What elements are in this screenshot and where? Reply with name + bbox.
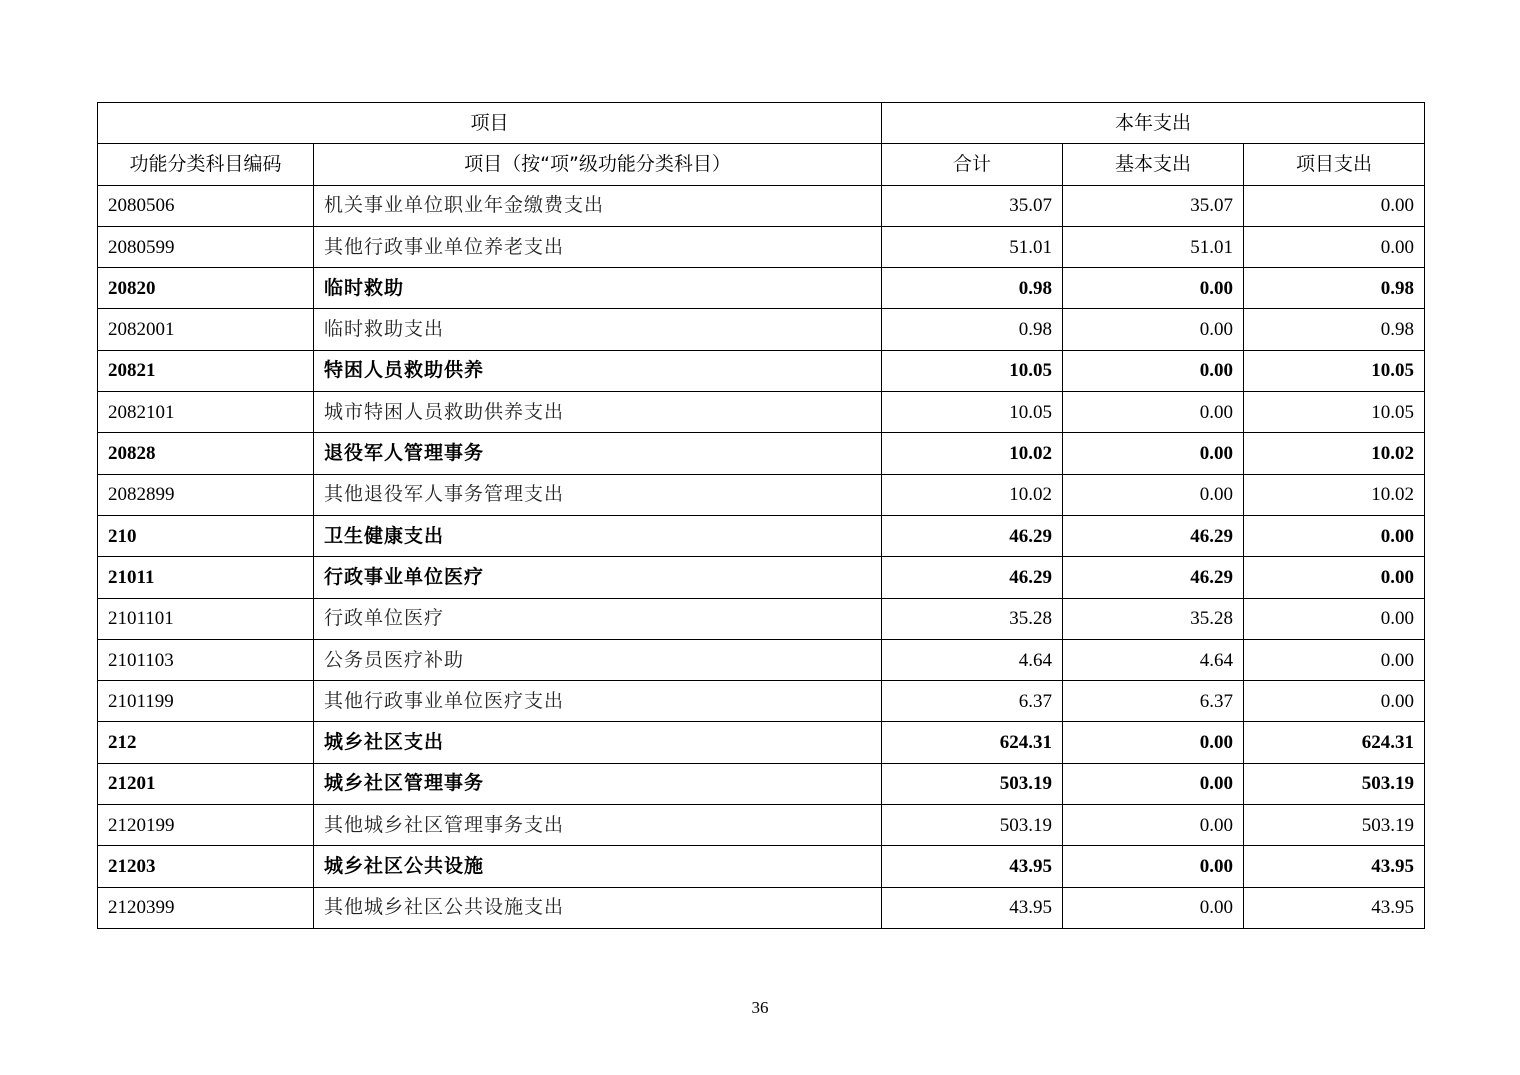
name-cell: 城乡社区公共设施 bbox=[314, 846, 882, 887]
basic-cell: 51.01 bbox=[1063, 226, 1244, 267]
basic-cell: 6.37 bbox=[1063, 681, 1244, 722]
project-cell: 43.95 bbox=[1244, 887, 1425, 928]
name-cell: 行政单位医疗 bbox=[314, 598, 882, 639]
name-cell: 机关事业单位职业年金缴费支出 bbox=[314, 185, 882, 226]
project-column-header: 项目支出 bbox=[1244, 144, 1425, 185]
project-cell: 0.98 bbox=[1244, 309, 1425, 350]
project-cell: 0.00 bbox=[1244, 185, 1425, 226]
name-cell: 卫生健康支出 bbox=[314, 515, 882, 556]
table-row bbox=[98, 598, 1425, 639]
basic-cell: 0.00 bbox=[1063, 474, 1244, 515]
total-cell: 503.19 bbox=[882, 763, 1063, 804]
table-row bbox=[98, 392, 1425, 433]
table-row bbox=[98, 350, 1425, 391]
basic-cell: 35.28 bbox=[1063, 598, 1244, 639]
group-header-row bbox=[98, 103, 1425, 144]
expenditure-table bbox=[97, 102, 1425, 929]
name-cell: 城乡社区支出 bbox=[314, 722, 882, 763]
code-cell: 2101101 bbox=[98, 598, 314, 639]
project-cell: 624.31 bbox=[1244, 722, 1425, 763]
total-cell: 10.02 bbox=[882, 474, 1063, 515]
basic-cell: 35.07 bbox=[1063, 185, 1244, 226]
year-expense-group-header: 本年支出 bbox=[882, 103, 1425, 144]
project-cell: 0.00 bbox=[1244, 515, 1425, 556]
total-cell: 51.01 bbox=[882, 226, 1063, 267]
name-cell: 其他行政事业单位养老支出 bbox=[314, 226, 882, 267]
project-cell: 10.02 bbox=[1244, 433, 1425, 474]
table-row bbox=[98, 887, 1425, 928]
code-cell: 210 bbox=[98, 515, 314, 556]
code-cell: 21203 bbox=[98, 846, 314, 887]
basic-cell: 0.00 bbox=[1063, 433, 1244, 474]
name-cell: 其他城乡社区管理事务支出 bbox=[314, 805, 882, 846]
code-column-header: 功能分类科目编码 bbox=[98, 144, 314, 185]
total-cell: 10.05 bbox=[882, 350, 1063, 391]
name-cell: 行政事业单位医疗 bbox=[314, 557, 882, 598]
basic-cell: 0.00 bbox=[1063, 846, 1244, 887]
name-cell: 城乡社区管理事务 bbox=[314, 763, 882, 804]
project-cell: 0.98 bbox=[1244, 268, 1425, 309]
table-row bbox=[98, 185, 1425, 226]
total-cell: 35.28 bbox=[882, 598, 1063, 639]
table-row bbox=[98, 515, 1425, 556]
project-cell: 503.19 bbox=[1244, 805, 1425, 846]
basic-cell: 0.00 bbox=[1063, 763, 1244, 804]
item-group-header: 项目 bbox=[98, 103, 882, 144]
name-cell: 城市特困人员救助供养支出 bbox=[314, 392, 882, 433]
code-cell: 2120199 bbox=[98, 805, 314, 846]
basic-cell: 46.29 bbox=[1063, 515, 1244, 556]
project-cell: 0.00 bbox=[1244, 226, 1425, 267]
name-cell: 公务员医疗补助 bbox=[314, 639, 882, 680]
basic-column-header: 基本支出 bbox=[1063, 144, 1244, 185]
code-cell: 21201 bbox=[98, 763, 314, 804]
basic-cell: 0.00 bbox=[1063, 722, 1244, 763]
project-cell: 10.05 bbox=[1244, 350, 1425, 391]
project-cell: 10.05 bbox=[1244, 392, 1425, 433]
basic-cell: 0.00 bbox=[1063, 392, 1244, 433]
total-cell: 35.07 bbox=[882, 185, 1063, 226]
table-row bbox=[98, 805, 1425, 846]
code-cell: 2080599 bbox=[98, 226, 314, 267]
code-cell: 20821 bbox=[98, 350, 314, 391]
table-row bbox=[98, 681, 1425, 722]
total-cell: 503.19 bbox=[882, 805, 1063, 846]
basic-cell: 0.00 bbox=[1063, 887, 1244, 928]
total-cell: 0.98 bbox=[882, 309, 1063, 350]
basic-cell: 46.29 bbox=[1063, 557, 1244, 598]
table-body bbox=[98, 185, 1425, 928]
code-cell: 2080506 bbox=[98, 185, 314, 226]
code-cell: 2082101 bbox=[98, 392, 314, 433]
total-cell: 0.98 bbox=[882, 268, 1063, 309]
table-row bbox=[98, 846, 1425, 887]
total-cell: 43.95 bbox=[882, 846, 1063, 887]
total-cell: 6.37 bbox=[882, 681, 1063, 722]
table-row bbox=[98, 639, 1425, 680]
project-cell: 0.00 bbox=[1244, 639, 1425, 680]
code-cell: 20828 bbox=[98, 433, 314, 474]
basic-cell: 0.00 bbox=[1063, 268, 1244, 309]
table-row bbox=[98, 268, 1425, 309]
project-cell: 0.00 bbox=[1244, 681, 1425, 722]
name-cell: 其他城乡社区公共设施支出 bbox=[314, 887, 882, 928]
total-column-header: 合计 bbox=[882, 144, 1063, 185]
table-row bbox=[98, 557, 1425, 598]
name-cell: 退役军人管理事务 bbox=[314, 433, 882, 474]
basic-cell: 0.00 bbox=[1063, 350, 1244, 391]
table-row bbox=[98, 722, 1425, 763]
project-cell: 0.00 bbox=[1244, 557, 1425, 598]
total-cell: 10.02 bbox=[882, 433, 1063, 474]
code-cell: 20820 bbox=[98, 268, 314, 309]
code-cell: 2101199 bbox=[98, 681, 314, 722]
table-row bbox=[98, 763, 1425, 804]
name-cell: 临时救助 bbox=[314, 268, 882, 309]
total-cell: 46.29 bbox=[882, 557, 1063, 598]
code-cell: 2082899 bbox=[98, 474, 314, 515]
total-cell: 43.95 bbox=[882, 887, 1063, 928]
table-row bbox=[98, 226, 1425, 267]
total-cell: 4.64 bbox=[882, 639, 1063, 680]
name-column-header: 项目（按“项”级功能分类科目） bbox=[314, 144, 882, 185]
column-header-row bbox=[98, 144, 1425, 185]
project-cell: 503.19 bbox=[1244, 763, 1425, 804]
code-cell: 2101103 bbox=[98, 639, 314, 680]
name-cell: 临时救助支出 bbox=[314, 309, 882, 350]
total-cell: 10.05 bbox=[882, 392, 1063, 433]
project-cell: 0.00 bbox=[1244, 598, 1425, 639]
table-row bbox=[98, 309, 1425, 350]
table-row bbox=[98, 433, 1425, 474]
basic-cell: 0.00 bbox=[1063, 805, 1244, 846]
project-cell: 10.02 bbox=[1244, 474, 1425, 515]
name-cell: 特困人员救助供养 bbox=[314, 350, 882, 391]
table-row bbox=[98, 474, 1425, 515]
code-cell: 21011 bbox=[98, 557, 314, 598]
total-cell: 624.31 bbox=[882, 722, 1063, 763]
basic-cell: 4.64 bbox=[1063, 639, 1244, 680]
total-cell: 46.29 bbox=[882, 515, 1063, 556]
name-cell: 其他行政事业单位医疗支出 bbox=[314, 681, 882, 722]
basic-cell: 0.00 bbox=[1063, 309, 1244, 350]
name-cell: 其他退役军人事务管理支出 bbox=[314, 474, 882, 515]
code-cell: 212 bbox=[98, 722, 314, 763]
code-cell: 2082001 bbox=[98, 309, 314, 350]
page-number: 36 bbox=[751, 998, 769, 1017]
code-cell: 2120399 bbox=[98, 887, 314, 928]
project-cell: 43.95 bbox=[1244, 846, 1425, 887]
